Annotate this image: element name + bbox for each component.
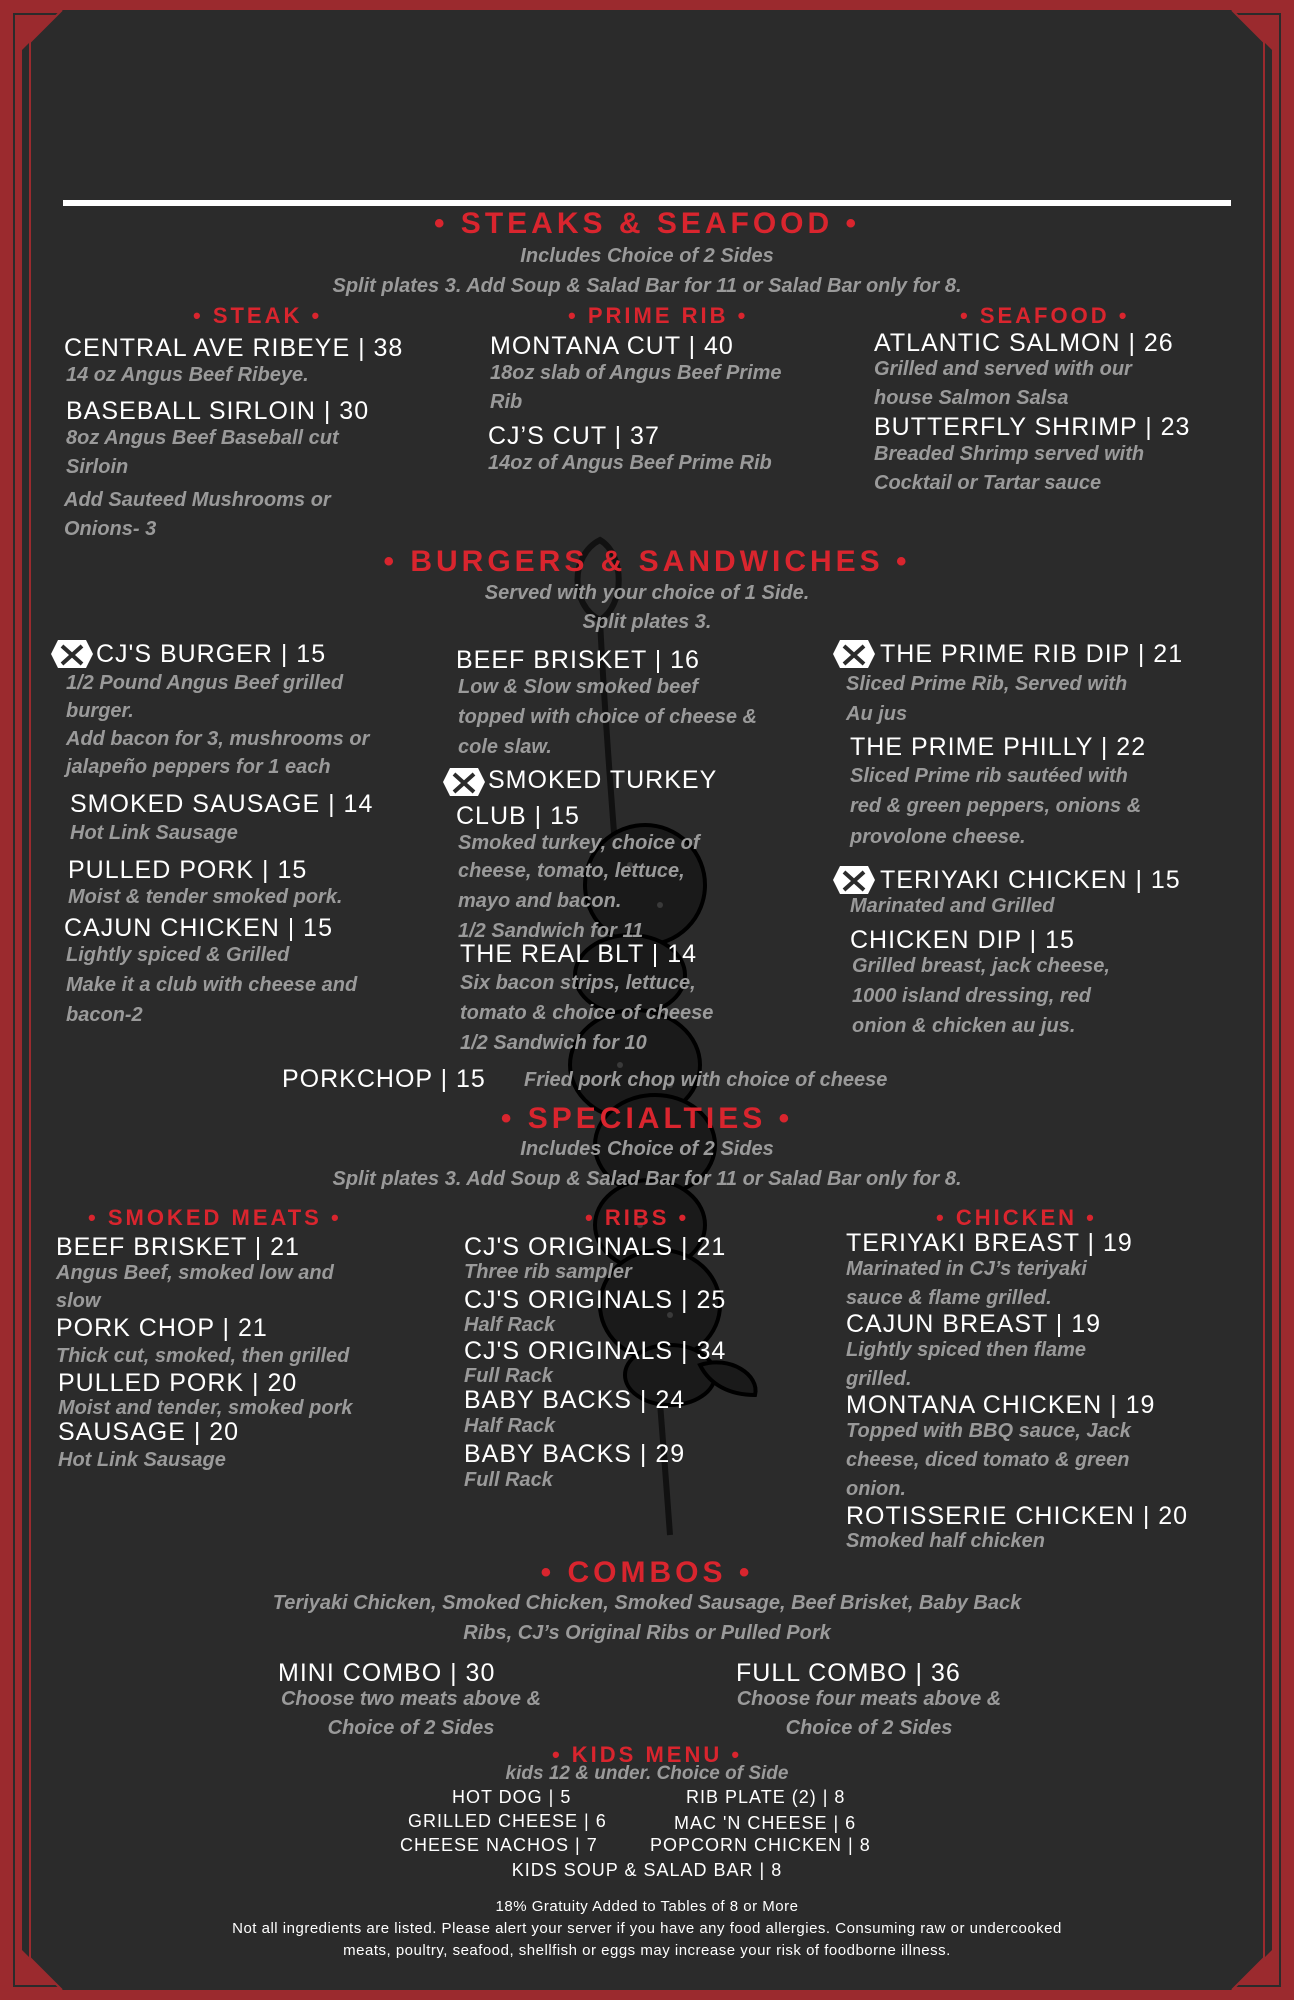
item-desc: Grilled breast, jack cheese, <box>852 955 1110 977</box>
chicken-subtitle: • CHICKEN • <box>936 1205 1097 1230</box>
item-desc: mayo and bacon. <box>458 890 622 912</box>
item-desc: onion. <box>846 1478 906 1500</box>
item-desc: Lightly spiced then flame <box>846 1339 1087 1361</box>
item-desc: provolone cheese. <box>850 826 1026 848</box>
item-desc: Add Sauteed Mushrooms or <box>64 489 331 511</box>
item-desc: jalapeño peppers for 1 each <box>66 756 331 778</box>
ribs-subtitle: • RIBS • <box>585 1205 690 1230</box>
item-desc: Choice of 2 Sides <box>785 1717 953 1739</box>
item-desc: Marinated in CJ’s teriyaki <box>846 1258 1087 1280</box>
item-desc: Au jus <box>846 703 908 725</box>
item-desc: Onions- 3 <box>64 518 157 540</box>
item-desc: Hot Link Sausage <box>58 1449 226 1471</box>
menu-item: CJ'S ORIGINALS | 34 <box>464 1337 727 1365</box>
item-desc: Full Rack <box>464 1365 553 1387</box>
item-desc: slow <box>56 1290 101 1312</box>
menu-item: THE PRIME RIB DIP | 21 <box>880 640 1184 668</box>
item-desc: topped with choice of cheese & <box>458 706 757 728</box>
menu-item: FULL COMBO | 36 <box>736 1659 961 1687</box>
item-desc: 1000 island dressing, red <box>852 985 1091 1007</box>
steak-subtitle: • STEAK • <box>193 303 323 328</box>
menu-item: CJ'S ORIGINALS | 25 <box>464 1286 727 1314</box>
menu-item: THE PRIME PHILLY | 22 <box>850 733 1147 761</box>
menu-item: SMOKED SAUSAGE | 14 <box>70 790 374 818</box>
item-desc: cheese, tomato, lettuce, <box>458 860 685 882</box>
item-desc: Sliced Prime rib sautéed with <box>850 765 1128 787</box>
item-desc: cheese, diced tomato & green <box>846 1449 1130 1471</box>
item-desc: Cocktail or Tartar sauce <box>874 472 1102 494</box>
menu-item: PULLED PORK | 15 <box>68 856 308 884</box>
menu-item: SMOKED TURKEY <box>488 766 718 794</box>
item-desc: Half Rack <box>464 1314 556 1336</box>
item-desc: Add bacon for 3, mushrooms or <box>66 728 370 750</box>
specialties-note-2: Split plates 3. Add Soup & Salad Bar for 11 or Salad Bar only for 8. <box>332 1168 962 1190</box>
allergy-note-2: meats, poultry, seafood, shellfish or eggs may increase your risk of foodborne illness. <box>343 1942 951 1959</box>
item-desc: Breaded Shrimp served with <box>874 443 1145 465</box>
item-desc: 14 oz Angus Beef Ribeye. <box>66 364 309 386</box>
kids-item: GRILLED CHEESE | 6 <box>408 1811 607 1831</box>
item-desc: Choose two meats above & <box>280 1688 542 1710</box>
item-desc: Topped with BBQ sauce, Jack <box>846 1420 1131 1442</box>
item-desc: 1/2 Sandwich for 11 <box>458 920 644 942</box>
item-desc: Hot Link Sausage <box>70 822 238 844</box>
steaks-note-1: Includes Choice of 2 Sides <box>520 245 774 267</box>
item-desc: Moist & tender smoked pork. <box>68 886 343 908</box>
menu-item: TERIYAKI CHICKEN | 15 <box>880 866 1181 894</box>
menu-item: CJ'S BURGER | 15 <box>96 640 327 668</box>
menu-item: MONTANA CHICKEN | 19 <box>846 1391 1156 1419</box>
item-desc: tomato & choice of cheese <box>460 1002 714 1024</box>
item-desc: 1/2 Sandwich for 10 <box>460 1032 647 1054</box>
gratuity-note: 18% Gratuity Added to Tables of 8 or More <box>495 1898 799 1915</box>
item-desc: Low & Slow smoked beef <box>458 676 699 698</box>
menu-item: SAUSAGE | 20 <box>58 1418 240 1446</box>
kids-item: MAC 'N CHEESE | 6 <box>674 1813 857 1833</box>
menu-item: CAJUN CHICKEN | 15 <box>64 914 333 942</box>
item-desc: Moist and tender, smoked pork <box>58 1397 353 1419</box>
kids-item: CHEESE NACHOS | 7 <box>400 1835 598 1855</box>
menu-item: BUTTERFLY SHRIMP | 23 <box>874 413 1191 441</box>
allergy-note: Not all ingredients are listed. Please alert your server if you have any food allergies. Consuming raw or undercooked <box>232 1920 1062 1937</box>
item-desc: red & green peppers, onions & <box>850 795 1142 817</box>
kids-item: RIB PLATE (2) | 8 <box>686 1787 846 1807</box>
menu-item: PORK CHOP | 21 <box>56 1314 268 1342</box>
prime-rib-subtitle: • PRIME RIB • <box>568 303 749 328</box>
burgers-title: • BURGERS & SANDWICHES • <box>383 545 911 578</box>
combos-title: • COMBOS • <box>540 1556 754 1589</box>
item-desc: 8oz Angus Beef Baseball cut <box>66 427 339 449</box>
item-desc: 18oz slab of Angus Beef Prime <box>490 362 782 384</box>
menu-item: BABY BACKS | 24 <box>464 1386 686 1414</box>
kids-title: • KIDS MENU • <box>551 1742 743 1767</box>
item-desc: 1/2 Pound Angus Beef grilled <box>66 672 344 694</box>
menu-item: PORKCHOP | 15 <box>282 1065 486 1093</box>
menu-item: PULLED PORK | 20 <box>58 1369 298 1397</box>
item-desc: onion & chicken au jus. <box>852 1015 1076 1037</box>
menu-item: CENTRAL AVE RIBEYE | 38 <box>64 334 404 362</box>
item-desc: Make it a club with cheese and <box>66 974 358 996</box>
item-desc: bacon-2 <box>66 1004 143 1026</box>
item-desc: Smoked half chicken <box>846 1530 1045 1552</box>
menu-item: BASEBALL SIRLOIN | 30 <box>66 397 370 425</box>
item-desc: Marinated and Grilled <box>850 895 1055 917</box>
menu-item: BEEF BRISKET | 16 <box>456 646 700 674</box>
crossed-utensils-icon <box>442 766 486 798</box>
menu-item: ATLANTIC SALMON | 26 <box>874 329 1174 357</box>
menu-item: CJ’S CUT | 37 <box>488 422 660 450</box>
item-desc: Sirloin <box>66 456 129 478</box>
combos-note-1: Teriyaki Chicken, Smoked Chicken, Smoked Sausage, Beef Brisket, Baby Back <box>272 1592 1022 1614</box>
specialties-title: • SPECIALTIES • <box>500 1102 794 1135</box>
item-desc: house Salmon Salsa <box>874 387 1069 409</box>
menu-item: BABY BACKS | 29 <box>464 1440 686 1468</box>
burgers-note-2: Split plates 3. <box>582 611 712 633</box>
specialties-note-1: Includes Choice of 2 Sides <box>520 1138 774 1160</box>
smoked-meats-subtitle: • SMOKED MEATS • <box>88 1205 342 1230</box>
item-desc: Smoked turkey, choice of <box>458 832 700 854</box>
steaks-note-2: Split plates 3. Add Soup & Salad Bar for 11 or Salad Bar only for 8. <box>332 275 962 297</box>
top-rule <box>63 200 1231 206</box>
item-desc: sauce & flame grilled. <box>846 1287 1052 1309</box>
crossed-utensils-icon <box>50 638 94 670</box>
crossed-utensils-icon <box>832 638 876 670</box>
combos-note-2: Ribs, CJ’s Original Ribs or Pulled Pork <box>463 1622 831 1644</box>
item-desc: Choose four meats above & <box>736 1688 1002 1710</box>
menu-item: THE REAL BLT | 14 <box>460 940 698 968</box>
item-desc: burger. <box>66 700 134 722</box>
item-desc: Grilled and served with our <box>874 358 1132 380</box>
kids-item: HOT DOG | 5 <box>452 1787 572 1807</box>
menu-item: TERIYAKI BREAST | 19 <box>846 1229 1133 1257</box>
steaks-seafood-title: • STEAKS & SEAFOOD • <box>433 207 861 240</box>
menu-item: BEEF BRISKET | 21 <box>56 1233 300 1261</box>
item-desc: Rib <box>490 391 523 413</box>
kids-note: kids 12 & under. Choice of Side <box>505 1763 789 1784</box>
seafood-subtitle: • SEAFOOD • <box>960 303 1130 328</box>
burgers-note-1: Served with your choice of 1 Side. <box>484 582 810 604</box>
item-desc: 14oz of Angus Beef Prime Rib <box>488 452 772 474</box>
menu-item: CHICKEN DIP | 15 <box>850 926 1075 954</box>
item-desc: Full Rack <box>464 1469 553 1491</box>
item-desc: Six bacon strips, lettuce, <box>460 972 696 994</box>
item-desc: Thick cut, smoked, then grilled <box>56 1345 350 1367</box>
item-desc: Lightly spiced & Grilled <box>66 944 290 966</box>
menu-item: CJ'S ORIGINALS | 21 <box>464 1233 727 1261</box>
item-desc: Choice of 2 Sides <box>327 1717 495 1739</box>
item-desc: Fried pork chop with choice of cheese <box>524 1069 888 1091</box>
kids-item: KIDS SOUP & SALAD BAR | 8 <box>511 1860 783 1880</box>
item-desc: grilled. <box>846 1368 912 1390</box>
item-desc: Half Rack <box>464 1415 556 1437</box>
menu-item: CAJUN BREAST | 19 <box>846 1310 1102 1338</box>
item-desc: cole slaw. <box>458 736 552 758</box>
menu-item: MONTANA CUT | 40 <box>490 332 734 360</box>
item-desc: Sliced Prime Rib, Served with <box>846 673 1128 695</box>
menu-item: ROTISSERIE CHICKEN | 20 <box>846 1502 1189 1530</box>
item-desc: Angus Beef, smoked low and <box>56 1262 334 1284</box>
menu-item: CLUB | 15 <box>456 802 580 830</box>
kids-item: POPCORN CHICKEN | 8 <box>650 1835 871 1855</box>
menu-item: MINI COMBO | 30 <box>278 1659 496 1687</box>
item-desc: Three rib sampler <box>464 1261 632 1283</box>
